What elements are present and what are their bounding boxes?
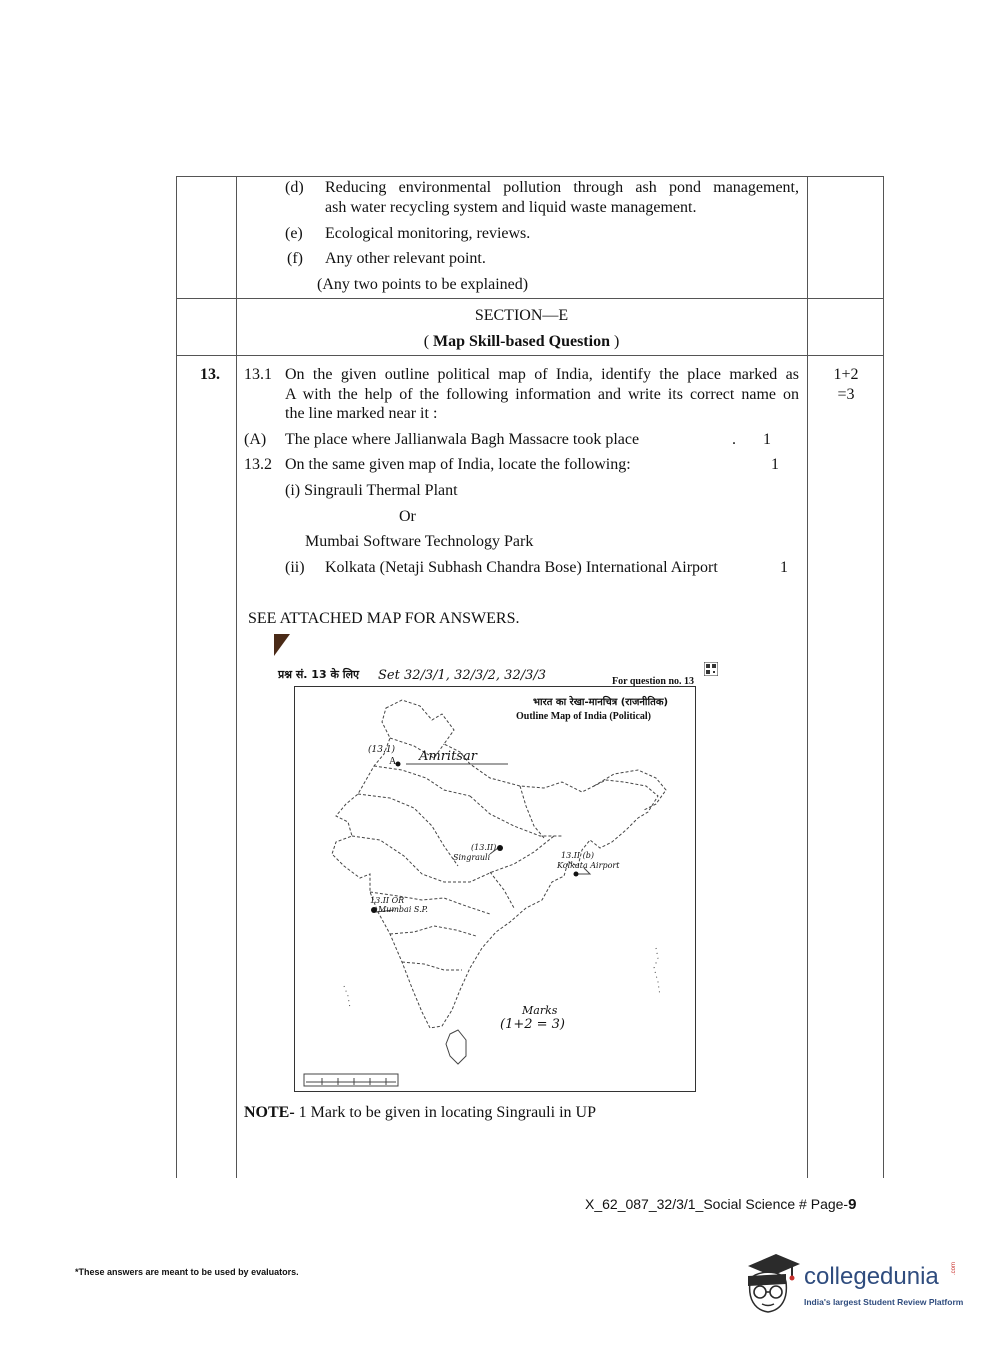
- marks-line-1: 1+2: [833, 366, 859, 383]
- map-label-131: (13.1): [368, 745, 396, 755]
- alt-option-text: Mumbai Software Technology Park: [305, 533, 534, 550]
- point-e-label: (e): [285, 225, 303, 242]
- map-title-hindi: भारत का रेखा-मानचित्र (राजनीतिक): [533, 697, 669, 708]
- table-col1-divider: [236, 176, 237, 1178]
- map-label-a: A: [389, 756, 397, 767]
- point-f-label: (f): [287, 250, 303, 267]
- point-f-text: Any other relevant point.: [325, 250, 486, 267]
- section-subtitle: ( Map Skill-based Question ): [423, 333, 620, 350]
- india-outline-map: [294, 686, 694, 1090]
- brand-name: collegedunia: [804, 1263, 939, 1290]
- table-top-border: [176, 176, 884, 177]
- map-label-singrauli: Singrauli: [453, 853, 491, 862]
- note-line: [244, 1103, 596, 1123]
- q132-marks: 1: [771, 456, 779, 473]
- brand-tagline: India's largest Student Review Platform: [804, 1297, 964, 1307]
- map-label-mumbai: Mumbai S.P.: [378, 905, 428, 914]
- option-a-text: The place where Jallianwala Bagh Massacre took place: [285, 431, 640, 448]
- point-d-label: (d): [285, 179, 304, 196]
- q132-text: On the same given map of India, locate the following:: [285, 456, 631, 473]
- point-d-text-cont: ash water recycling system and liquid waste management.: [325, 199, 697, 216]
- section-title: SECTION—E: [474, 307, 569, 324]
- brand-com: .com: [951, 1261, 957, 1275]
- note-label: NOTE-: [244, 1104, 295, 1121]
- q131-line-3: the line marked near it :: [285, 405, 438, 422]
- option-i-text: (i) Singrauli Thermal Plant: [285, 482, 458, 499]
- option-a-marks: 1: [763, 431, 771, 448]
- table-col2-divider: [807, 176, 808, 1178]
- option-ii-label: (ii): [285, 559, 305, 576]
- map-label-kolkata-num: 13.II (b): [561, 851, 594, 860]
- q132-label: 13.2: [244, 456, 272, 473]
- marks-line-2: =3: [837, 386, 855, 403]
- question-number: 13.: [200, 366, 220, 383]
- point-e-text: Ecological monitoring, reviews.: [325, 225, 531, 242]
- table-row-divider-1: [176, 298, 884, 299]
- any-two-note: (Any two points to be explained): [317, 276, 529, 293]
- q131-label: 13.1: [244, 366, 272, 383]
- table-left-border: [176, 176, 177, 1178]
- map-marks-label: Marks: [522, 1004, 558, 1017]
- map-label-mumbai-num: 13.II OR: [370, 896, 405, 905]
- map-header-hindi: प्रश्न सं. 13 के लिए: [278, 668, 360, 681]
- triangle-marker-icon: [272, 632, 292, 658]
- option-a-label: (A): [244, 431, 267, 448]
- table-right-border: [883, 176, 884, 1178]
- map-label-amritsar: Amritsar: [419, 749, 477, 764]
- page-number: 9: [848, 1196, 857, 1213]
- option-a-dot: .: [732, 431, 736, 448]
- map-label-singrauli-num: (13.II): [471, 843, 497, 852]
- map-header-set: Set 32/3/1, 32/3/2, 32/3/3: [378, 668, 547, 683]
- map-header-for: For question no. 13: [612, 676, 695, 687]
- qr-code-icon: [704, 662, 718, 676]
- or-text: Or: [399, 508, 416, 525]
- option-ii-text: Kolkata (Netaji Subhash Chandra Bose) International Airport: [325, 559, 718, 576]
- map-marks-calc: (1+2 = 3): [500, 1017, 566, 1032]
- option-ii-marks: 1: [780, 559, 788, 576]
- point-d-text: Reducing environmental pollution through ash pond management,: [325, 179, 799, 196]
- evaluator-disclaimer: *These answers are meant to be used by evaluators.: [75, 1267, 299, 1277]
- see-map-note: SEE ATTACHED MAP FOR ANSWERS.: [248, 610, 520, 627]
- map-label-kolkata: Kolkata Airport: [557, 861, 620, 870]
- page-footer-code: X_62_087_32/3/1_Social Science # Page-9: [585, 1196, 857, 1213]
- table-row-divider-2: [176, 355, 884, 356]
- q131-line-1: On the given outline political map of India, identify the place marked as: [285, 366, 799, 383]
- q131-line-2: A with the help of the following information and write its correct name on: [285, 386, 799, 403]
- collegedunia-mascot-icon: [742, 1252, 804, 1318]
- map-title-en: Outline Map of India (Political): [516, 711, 651, 722]
- note-text: 1 Mark to be given in locating Singrauli in UP: [294, 1104, 596, 1121]
